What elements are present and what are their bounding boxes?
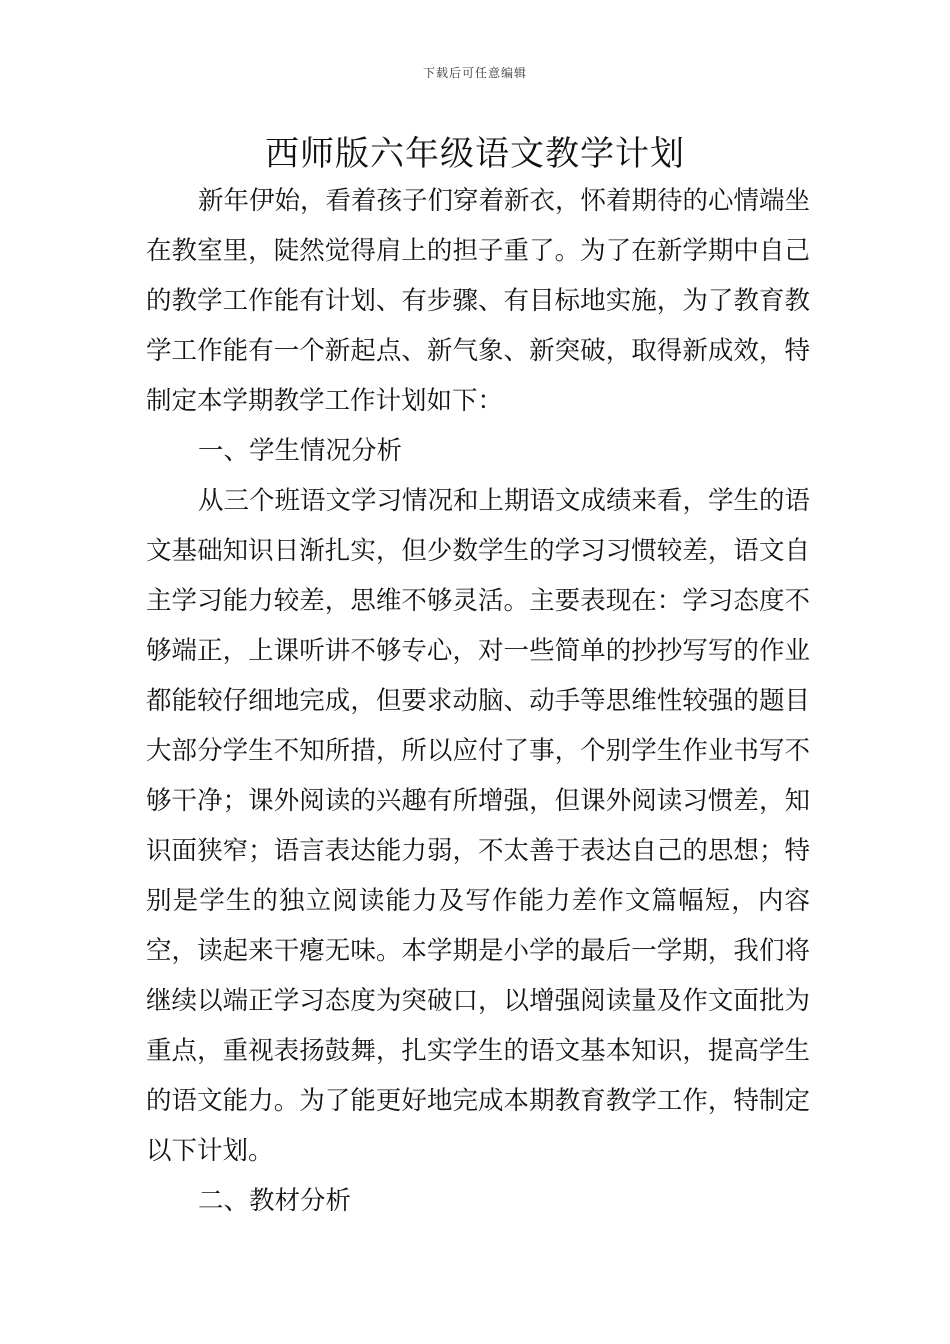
section1-paragraph: 从三个班语文学习情况和上期语文成绩来看，学生的语文基础知识日渐扎实，但少数学生的学习习惯较差，语文自主学习能力较差，思维不够灵活。主要表现在：学习态度不够端正，上课听讲不够专心，对一些简单的抄抄写写的作业都能较仔细地完成，但要求动脑、动手等思维性较强的题目大部分学生不知所措，所以应付了事，个别学生作业书写不够干净；课外阅读的兴趣有所增强，但课外阅读习惯差，知识面狭窄；语言表达能力弱，不太善于表达自己的思想；特别是学生的独立阅读能力及写作能力差作文篇幅短，内容空，读起来干瘪无味。本学期是小学的最后一学期，我们将继续以端正学习态度为突破口，以增强阅读量及作文面批为重点，重视表扬鼓舞，扎实学生的语文基本知识，提高学生的语文能力。为了能更好地完成本期教育教学工作，特制定以下计划。 [146, 486, 811, 1166]
intro-paragraph: 新年伊始，看着孩子们穿着新衣，怀着期待的心情端坐在教室里，陡然觉得肩上的担子重了。为了在新学期中自己的教学工作能有计划、有步骤、有目标地实施，为了教育教学工作能有一个新起点、新气象、新突破，取得新成效，特制定本学期教学工作计划如下： [146, 186, 811, 416]
document-title: 西师版六年级语文教学计划 [265, 134, 685, 174]
header-note: 下载后可任意编辑 [422, 66, 527, 80]
section-heading-textbook-analysis: 二、教材分析 [198, 1186, 352, 1216]
document-body [146, 176, 810, 1226]
section-heading-student-analysis: 一、学生情况分析 [198, 436, 403, 466]
